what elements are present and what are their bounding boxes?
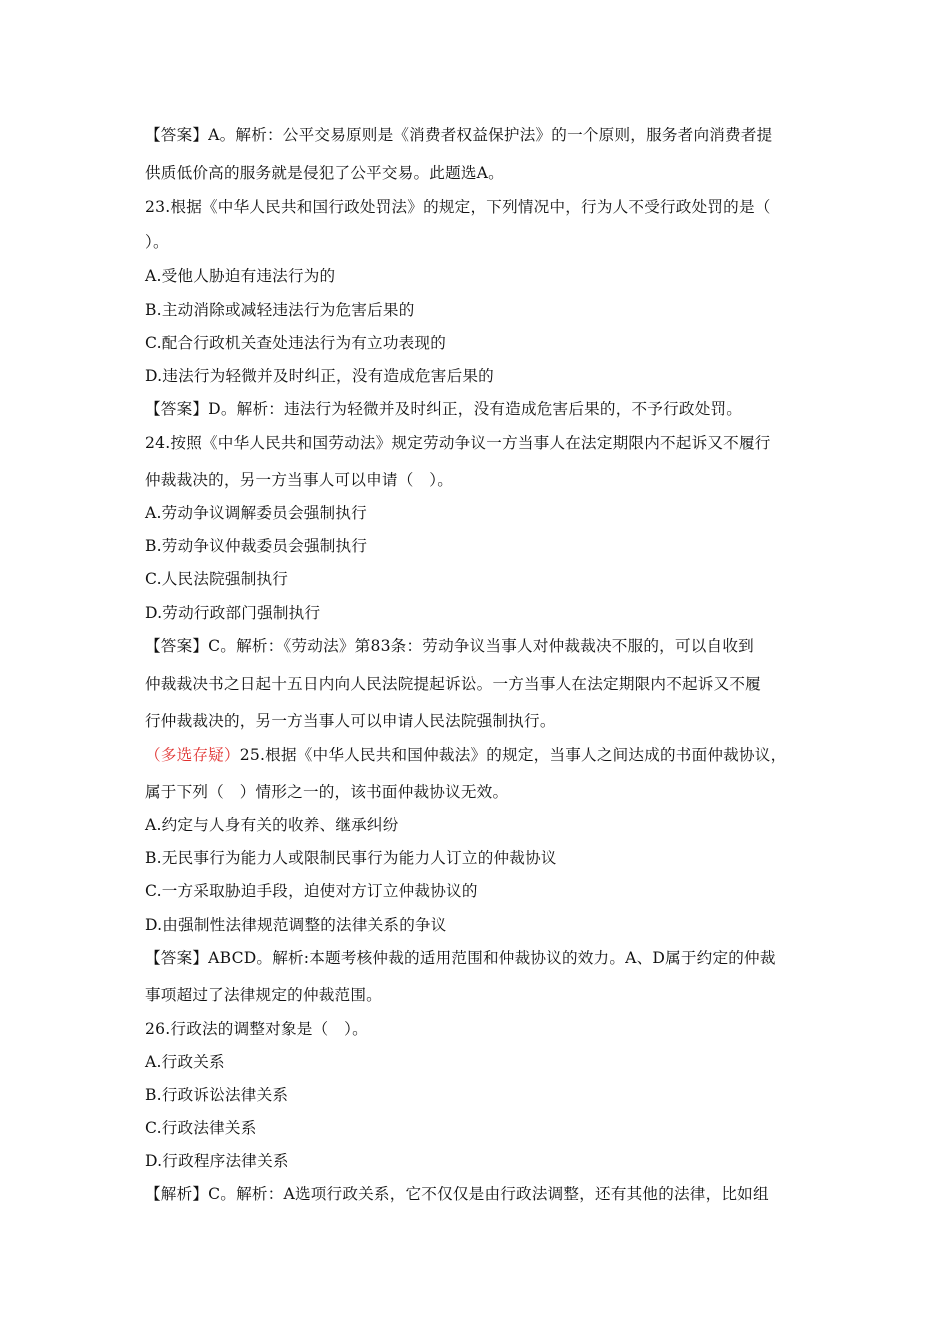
line-question-cont <box>145 232 169 252</box>
line-option <box>145 881 478 901</box>
line-option <box>145 915 447 935</box>
line-question <box>145 745 786 765</box>
line-text: 【答案】C。解析：《劳动法》第83条：劳动争议当事人对仲裁裁决不服的，可以自收到 <box>145 637 754 655</box>
line-text: 【答案】A。解析：公平交易原则是《消费者权益保护法》的一个原则，服务者向消费者提 <box>145 126 773 144</box>
line-question <box>145 433 771 453</box>
question-flag: （多选存疑） <box>145 746 240 764</box>
line-text: C.人民法院强制执行 <box>145 570 289 588</box>
line-question <box>145 1019 368 1039</box>
line-text: 26.行政法的调整对象是（ ）。 <box>145 1020 368 1038</box>
line-option <box>145 1085 288 1105</box>
line-text: 【答案】ABCD。解析:本题考核仲裁的适用范围和仲裁协议的效力。A、D属于约定的仲裁 <box>145 949 776 967</box>
line-text: 【解析】C。解析：A选项行政关系，它不仅仅是由行政法调整，还有其他的法律，比如组 <box>145 1185 769 1203</box>
line-answer-cont <box>145 163 504 183</box>
line-text: 23.根据《中华人民共和国行政处罚法》的规定，下列情况中，行为人不受行政处罚的是（ <box>145 198 771 216</box>
line-text: B.劳动争议仲裁委员会强制执行 <box>145 537 368 555</box>
line-answer-cont <box>145 674 761 694</box>
line-text: A.受他人胁迫有违法行为的 <box>145 267 336 285</box>
line-text: 仲裁裁决的，另一方当事人可以申请（ ）。 <box>145 471 454 489</box>
line-option <box>145 366 494 386</box>
line-text: D.违法行为轻微并及时纠正，没有造成危害后果的 <box>145 367 494 385</box>
line-text: 行仲裁裁决的，另一方当事人可以申请人民法院强制执行。 <box>145 712 556 730</box>
line-answer <box>145 399 742 419</box>
line-option <box>145 300 415 320</box>
line-answer <box>145 125 772 145</box>
line-option <box>145 333 446 353</box>
line-text: B.主动消除或减轻违法行为危害后果的 <box>145 301 415 319</box>
line-text: A.约定与人身有关的收养、继承纠纷 <box>145 816 399 834</box>
line-text: C.配合行政机关查处违法行为有立功表现的 <box>145 334 447 352</box>
line-text: 属于下列（ ）情形之一的，该书面仲裁协议无效。 <box>145 783 509 801</box>
line-text: C.一方采取胁迫手段，迫使对方订立仲裁协议的 <box>145 882 478 900</box>
line-text: 【答案】D。解析：违法行为轻微并及时纠正，没有造成危害后果的，不予行政处罚。 <box>145 400 743 418</box>
line-text: ）。 <box>145 233 169 251</box>
line-text: A.劳动争议调解委员会强制执行 <box>145 504 367 522</box>
line-text: 25.根据《中华人民共和国仲裁法》的规定，当事人之间达成的书面仲裁协议， <box>239 746 787 764</box>
line-option <box>145 848 557 868</box>
line-text: 24.按照《中华人民共和国劳动法》规定劳动争议一方当事人在法定期限内不起诉又不履行 <box>145 434 771 452</box>
line-answer-cont <box>145 985 382 1005</box>
line-text: D.由强制性法律规范调整的法律关系的争议 <box>145 916 447 934</box>
line-answer-cont <box>145 711 556 731</box>
line-question-cont <box>145 782 508 802</box>
line-option <box>145 1052 225 1072</box>
line-option <box>145 1151 289 1171</box>
line-answer <box>145 1184 769 1204</box>
line-text: 供质低价高的服务就是侵犯了公平交易。此题选A。 <box>145 164 504 182</box>
line-question <box>145 197 771 217</box>
line-answer <box>145 948 776 968</box>
line-option <box>145 815 399 835</box>
line-text: C.行政法律关系 <box>145 1119 257 1137</box>
line-answer <box>145 636 754 656</box>
line-option <box>145 1118 257 1138</box>
line-text: D.劳动行政部门强制执行 <box>145 604 321 622</box>
line-option <box>145 536 367 556</box>
line-text: 事项超过了法律规定的仲裁范围。 <box>145 986 382 1004</box>
line-text: 仲裁裁决书之日起十五日内向人民法院提起诉讼。一方当事人在法定期限内不起诉又不履 <box>145 675 761 693</box>
line-text: A.行政关系 <box>145 1053 225 1071</box>
line-text: D.行政程序法律关系 <box>145 1152 289 1170</box>
line-option <box>145 603 320 623</box>
line-text: B.行政诉讼法律关系 <box>145 1086 289 1104</box>
line-option <box>145 266 335 286</box>
line-option <box>145 503 367 523</box>
line-option <box>145 569 288 589</box>
line-question-cont <box>145 470 453 490</box>
line-text: B.无民事行为能力人或限制民事行为能力人订立的仲裁协议 <box>145 849 557 867</box>
